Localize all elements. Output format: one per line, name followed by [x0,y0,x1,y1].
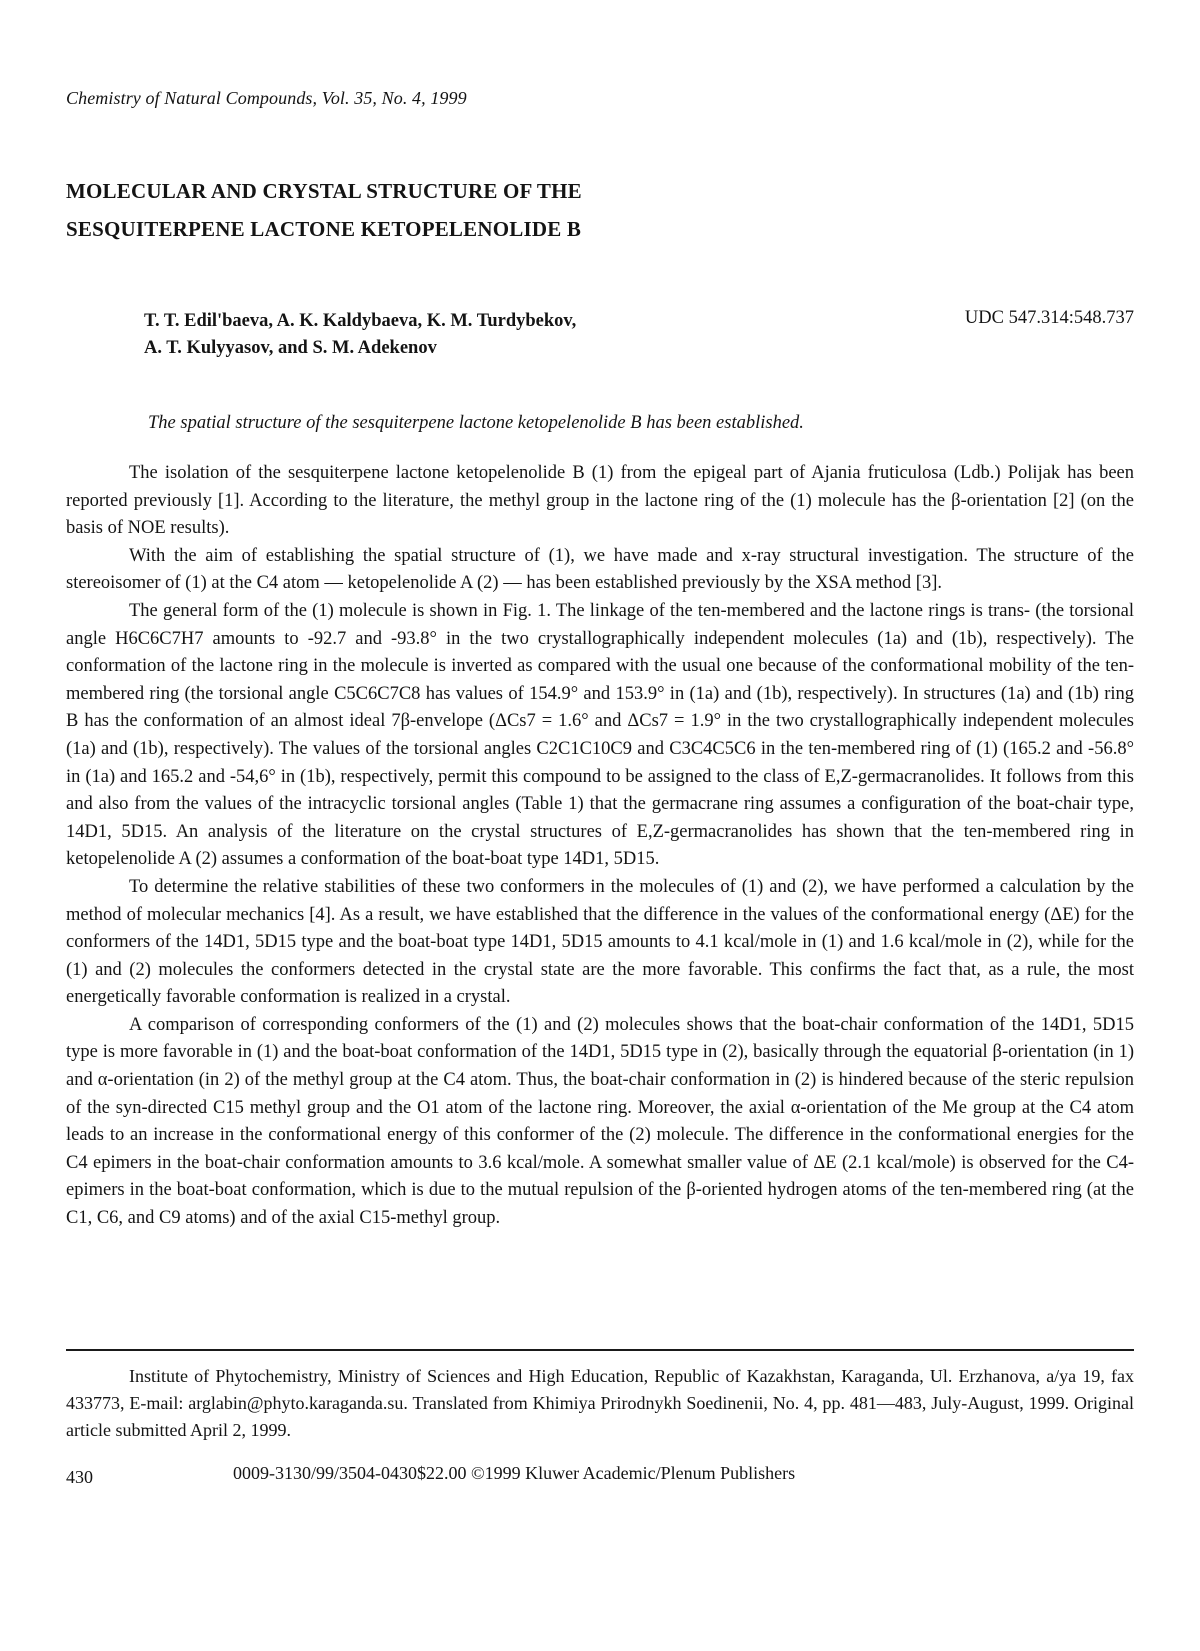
journal-citation: Chemistry of Natural Compounds, Vol. 35, No. 4, 1999 [66,88,467,108]
author-list [144,308,576,362]
body-paragraph-1: The isolation of the sesquiterpene lactone ketopelenolide B (1) from the epigeal part of Ajania fruticulosa (Ldb.) Polijak has been reported previously [1]. According to the literature, the methyl group in the lactone ring of the (1) molecule has the β-orientation [2] (on the basis of NOE results). [66,463,1134,539]
footnote-divider [66,1349,1134,1351]
udc-code: UDC 547.314:548.737 [964,308,1134,328]
article-body [66,460,1134,1233]
title-line-2: SESQUITERPENE LACTONE KETOPELENOLIDE B [66,217,582,241]
body-paragraph-4: To determine the relative stabilities of these two conformers in the molecules of (1) and (2), we have performed a calculation by the method of molecular mechanics [4]. As a result, we have established that the difference in the values of the conformational energy (ΔE) for the conformers of the 14D1, 5D15 type and the boat-boat type 14D1, 5D15 amounts to 4.1 kcal/mole in (1) and 1.6 kcal/mole in (2), while for the (1) and (2) molecules the conformers detected in the crystal state are the more favorable. This confirms the fact that, as a rule, the most energetically favorable conformation is realized in a crystal. [66,876,1134,1008]
authors-line-1: T. T. Edil'baeva, A. K. Kaldybaeva, K. M. Turdybekov, [144,311,577,331]
title-line-1: MOLECULAR AND CRYSTAL STRUCTURE OF THE [66,179,582,203]
body-paragraph-2: With the aim of establishing the spatial structure of (1), we have made and x-ray structural investigation. The structure of the stereoisomer of (1) at the C4 atom — ketopelenolide A (2) — has been established previously by the XSA method [3]. [66,545,1134,594]
copyright-line: 0009-3130/99/3504-0430$22.00 ©1999 Kluwer Academic/Plenum Publishers [233,1463,796,1483]
page-number: 430 [66,1467,93,1487]
body-paragraph-5: A comparison of corresponding conformers of the (1) and (2) molecules shows that the boat-chair conformation of the 14D1, 5D15 type is more favorable in (1) and the boat-boat conformation of the 14D1, 5D15 type in (2), basically through the equatorial β-orientation (in 1) and α-orientation (in 2) of the methyl group at the C4 atom. Thus, the boat-chair conformation in (2) is hindered because of the steric repulsion of the syn-directed C15 methyl group and the O1 atom of the lactone ring. Moreover, the axial α-orientation of the Me group at the C4 atom leads to an increase in the conformational energy of this conformer of the (2) molecule. The difference in the conformational energies for the C4 epimers in the boat-chair conformation amounts to 3.6 kcal/mole. A somewhat smaller value of ΔE (2.1 kcal/mole) is observed for the C4-epimers in the boat-boat conformation, which is due to the mutual repulsion of the β-oriented hydrogen atoms of the ten-membered ring (at the C1, C6, and C9 atoms) and of the axial C15-methyl group. [66,1014,1134,1229]
paper-title [66,172,582,248]
authors-line-2: A. T. Kulyyasov, and S. M. Adekenov [144,338,437,358]
body-paragraph-3: The general form of the (1) molecule is shown in Fig. 1. The linkage of the ten-membered and the lactone rings is trans- (the torsional angle H6C6C7H7 amounts to -92.7 and -93.8° in the two crystallographically independent molecules (1a) and (1b), respectively). The conformation of the lactone ring in the molecule is inverted as compared with the usual one because of the conformational mobility of the ten-membered ring (the torsional angle C5C6C7C8 has values of 154.9° and 153.9° in (1a) and (1b), respectively). In structures (1a) and (1b) ring B has the conformation of an almost ideal 7β-envelope (ΔCs7 = 1.6° and ΔCs7 = 1.9° in the two crystallographically independent molecules (1a) and (1b), respectively). The values of the torsional angles C2C1C10C9 and C3C4C5C6 in the ten-membered ring of (1) (165.2 and -56.8° in (1a) and 165.2 and -54,6° in (1b), respectively, permit this compound to be assigned to the class of E,Z-germacranolides. It follows from this and also from the values of the intracyclic torsional angles (Table 1) that the germacrane ring assumes a configuration of the boat-chair type, 14D1, 5D15. An analysis of the literature on the crystal structures of E,Z-germacranolides has shown that the ten-membered ring in ketopelenolide A (2) assumes a conformation of the boat-boat type 14D1, 5D15. [66,600,1134,870]
affiliation-footnote: Institute of Phytochemistry, Ministry of Sciences and High Education, Republic of Kazakhstan, Karaganda, Ul. Erzhanova, a/ya 19, fax 433773, E-mail: arglabin@phyto.karaganda.su. Translated from Khimiya Prirodnykh Soedinenii, No. 4, pp. 481—483, July-August, 1999. Original article submitted April 2, 1999. [66,1366,1134,1440]
abstract: The spatial structure of the sesquiterpene lactone ketopelenolide B has been established. [148,413,804,433]
